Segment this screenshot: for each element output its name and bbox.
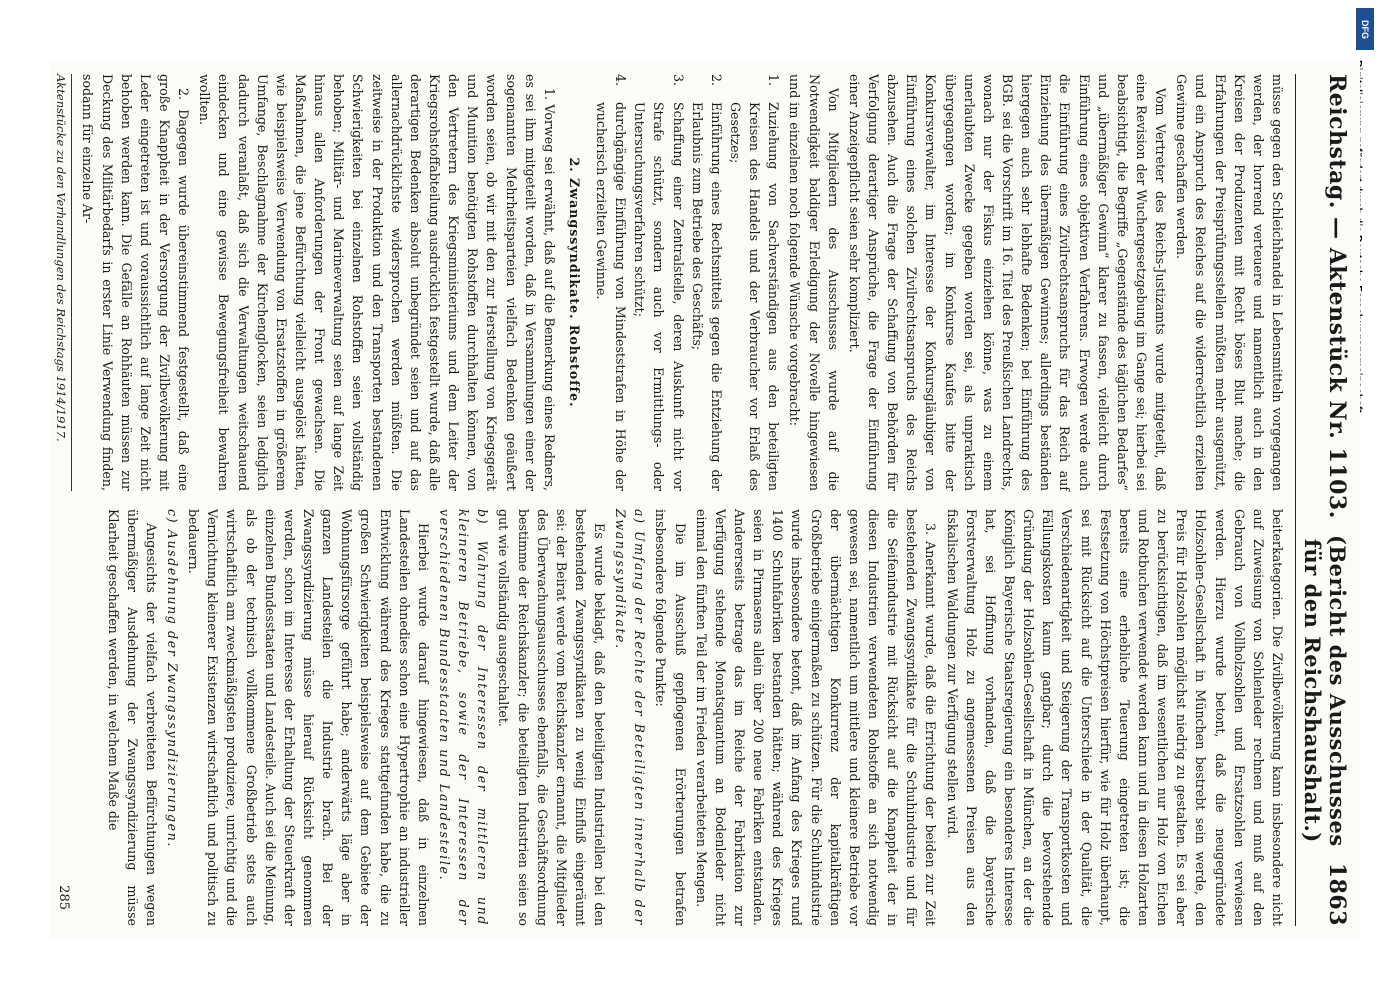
- document-page: [50, 60, 1360, 940]
- paragraph: beiterkategorien. Die Zivilbevölkerung kann insbesondere nicht auf Zuweisung von Sohlenleder rechnen und muß auf den Gebrauch von Vollholzsohlen und Ersatzsohlen verwiesen werden. Hierzu wurde betont, daß die neugegründete Holzsohlen-Gesellschaft in München bestrebt sein werde, den Preis für Holzsohlen möglichst niedrig zu gestalten. Es sei aber zu berücksichtigen, daß im wesentlichen nur Holz von Eichen und Rotbuchen verwendet werden kann und in diesen Holzarten bereits eine erhebliche Teuerung eingetreten ist; die Festsetzung von Höchstpreisen hierfür, wie für Holz überhaupt, sei mit Rücksicht auf die Unterschiede in der Qualität, die Verschiedenartigkeit und Steigerung der Transportkosten und Fällungskosten kaum gangbar; durch die bevorstehende Gründung der Holzsohlen-Gesellschaft in München, an der die Königlich Bayerische Staatsregierung ein besonderes Interesse hat, sei Hoffnung vorhanden, daß die bayerische Forstverwaltung Holz zu angemessenen Preisen aus den fiskalischen Waldungen zur Verfügung stellen wird.: [944, 509, 1285, 926]
- subheading-a: a) Umfang der Rechte der Beteiligten innerhalb der Zwangssyndikate.: [613, 509, 648, 926]
- section-heading: 2. Zwangssyndikate. Rohstoffe.: [566, 157, 582, 408]
- list-number: 4.: [613, 74, 629, 87]
- page-header: [1295, 74, 1350, 926]
- paragraph: 1. Vorweg sei erwähnt, daß auf die Bemerkung eines Redners, es sei ihm mitgeteilt worden, daß in Versammlungen einer der sogenannten Mehrheitsparteien vielfach Bedenken geäußert worden seien, ob wir mit den zur Herstellung von Kriegsgerät und Munition benötigten Rohstoffen durchhalten können, von den Vertretern des Kriegsministeriums und dem Leiter der Kriegsrohstoffabteilung ausdrücklich festgestellt wurde, daß alle derartigen Bedenken absolut unbegründet seien und auf das allernachdrücklichste widersprochen werden müßten. Die zeitweise in der Produktion und den Transporten bestandenen Schwierigkeiten bei einzelnen Rohstoffen seien vollständig behoben; Militär- und Marineverwaltung seien auf lange Zeit hinaus allen Anforderungen der Front gewachsen. Die Maßnahmen, die jene Befürchtung vielleicht ausgelöst hätten, wie beispielsweise Verwendung von Ersatzstoffen in größerem Umfange, Beschlagnahme der Kirchenglocken, seien lediglich dadurch veranlaßt, daß sich die Verwaltungen weitschauend eindecken und eine gewisse Bewegungsfreiheit bewahren wollten.: [197, 74, 557, 491]
- subheading-c: c) Ausdehnung der Zwangssyndizierungen.: [164, 509, 180, 849]
- header-page-number: 1863: [1324, 862, 1350, 926]
- paragraph: 2. Dagegen wurde übereinstimmend festgestellt, daß eine große Knappheit in der Versorgung der Zivilbevölkerung mit Leder eingetreten ist und voraussichtlich auf lange Zeit nicht behoben werden kann. Die Gefälle an Rohhäuten müssen zur Deckung des Militärbedarfs in erster Linie Verwendung finden, sodann für einzelne Ar-: [80, 74, 192, 491]
- right-column: [97, 509, 1287, 926]
- paragraph: Hierbei wurde darauf hingewiesen, daß in einzelnen Landesteilen ohnedies schon eine Hypertrophie an industrieller Entwicklung während des Krieges stattgefunden habe, die zu großen Schwierigkeiten beispielsweise auf dem Gebiete der Wohnungsfürsorge geführt habe; anderwärts läge aber in ganzen Landesteilen die Industrie brach. Bei der Zwangssyndizierung müsse hierauf Rücksicht genommen werden, schon im Interesse der Erhaltung der Steuerkraft der einzelnen Bundesstaaten und Landesteile. Auch sei die Meinung, als ob der technisch vollkommene Großbetrieb stets auch wirtschaftlich am zweckmäßigsten produziere, unrichtig und die Vernichtung kleinerer Existenzen wirtschaftlich und politisch zu bedauern.: [186, 509, 431, 926]
- paragraph: müsse gegen den Schleichhandel in Lebensmitteln vorgegangen werden, der horrend verteuere und namentlich auch in den Kreisen der Produzenten mit Recht böses Blut mache; die Erfahrungen der Preisprüfungsstellen müßten mehr ausgenützt, und ein Anspruch des Reiches auf die widerrechtlich erzielten Gewinne geschaffen werden.: [1174, 74, 1285, 491]
- list-number: 3.: [670, 74, 686, 87]
- page-number: 285: [56, 885, 71, 910]
- list-item: [630, 74, 687, 491]
- list-item: [592, 74, 630, 491]
- list-text: durchgängige Einführung von Mindeststrafen in Höhe der wucherisch erzielten Gewinne.: [594, 102, 629, 491]
- list-item: [726, 74, 783, 491]
- dfg-logo: DFG: [1356, 8, 1374, 50]
- subheading-b: b) Wahrung der Interessen der mittleren und kleineren Betriebe, sowie der Interessen der verschiedenen Bundesstaaten und Landesteile.: [436, 509, 491, 926]
- list-text: Einführung eines Rechtsmittels gegen die Entziehung der Erlaubnis zum Betriebe des Geschäfts;: [689, 102, 724, 491]
- paragraph: Es wurde beklagt, daß den beteiligten Industriellen bei den bestehenden Zwangssyndikaten zu wenig Einfluß eingeräumt sei: der Beirat werde vom Reichskanzler ernannt, die Mitglieder des Überwachungsausschusses ebenfalls, die Geschäftsordnung bestimme der Reichskanzler; die beteiligten Industrien seien so gut wie vollständig ausgeschaltet.: [496, 509, 608, 926]
- list-text: Schaffung einer Zentralstelle, deren Auskunft nicht vor Strafe schützt, sondern auch vor Ermittlungs- oder Untersuchungsverfahren schützt;: [632, 102, 686, 491]
- list-number: 1.: [766, 74, 782, 87]
- list-number: 2.: [708, 74, 724, 87]
- header-left: Reichstag. — Aktenstück Nr. 1103.: [1324, 74, 1350, 519]
- paragraph: 3. Anerkannt wurde, daß die Errichtung der beiden zur Zeit bestehenden Zwangssyndikate für die Schuhindustrie und für die Seifenindustrie mit Rücksicht auf die Knappheit der in diesen Industrien verwendeten Rohstoffe an sich notwendig gewesen sei, namentlich um mittlere und kleinere Betriebe vor der übermächtigen Konkurrenz der kapitalkräftigen Großbetriebe einigermaßen zu schützen. Für die Schuhindustrie wurde insbesondere betont, daß im Anfang des Krieges rund 1400 Schuhfabriken bestanden hätten; während des Krieges seien in Pirmasens allein über 200 neue Fabriken entstanden. Andererseits betrage das im Reiche der Fabrikation zur Verfügung stehende Monatsquantum an Bodenleder nicht einmal den fünften Teil der im Frieden verarbeiteten Mengen.: [693, 509, 939, 926]
- header-middle: (Bericht des Ausschusses für den Reichshaushalt.): [1300, 534, 1350, 847]
- list-item: [688, 74, 726, 491]
- paragraph: Vom Vertreter des Reichs-Justizamts wurde mitgeteilt, daß eine Revision der Wuchergesetzgebung im Gange sei; hierbei sei beabsichtigt, die Begriffe „Gegenstände des täglichen Bedarfes“ und „übermäßiger Gewinn“ klarer zu fassen, vielleicht durch Einführung eines objektiven Verfahrens. Erwogen werde auch die Einführung eines Zivilrechtsanspruchs für das Reich auf Einziehung des übermäßigen Gewinnes; allerdings beständen hiergegen auch sehr lebhafte Bedenken; bei Einführung des BGB. sei die Vorschrift im 16. Titel des Preußischen Landrechts, wonach nur der Fiskus einziehen könne, was zu einem unerlaubten Zwecke gegeben worden sei, als unpraktisch übergegangen worden; im Konkurse Kaufes bitte der Konkursverwalter, im Interesse der Konkursgläubiger von Einführung eines solchen Zivilrechtsanspruchs des Reichs abzusehen. Auch die Frage der Schaffung von Behörden für Verfolgung derartiger Ansprüche, die Frage der Einführung einer Anzeigepflicht seien sehr kompliziert.: [846, 74, 1169, 491]
- list-text: Zuziehung von Sachverständigen aus den beteiligten Kreisen des Handels und der Verbraucher vor Erlaß des Gesetzes;: [728, 102, 782, 491]
- paragraph: Die im Ausschuß gepflogenen Erörterungen betrafen insbesondere folgende Punkte:: [653, 509, 688, 926]
- paragraph: Angesichts der vielfach verbreiteten Befürchtungen wegen übermäßiger Ausdehnung der Zwangssyndizierung müsse Klarheit geschaffen werden, in welchem Maße die: [105, 509, 159, 926]
- left-column: [54, 74, 1287, 491]
- footnote: Aktenstücke zu den Verhandlungen des Reichstags 1914/1917.: [52, 74, 72, 491]
- paragraph: Von Mitgliedern des Ausschusses wurde auf die Notwendigkeit baldiger Erledigung der Novelle hingewiesen und im einzelnen noch folgende Wünsche vorgebracht:: [787, 74, 841, 491]
- wish-list: [592, 74, 783, 491]
